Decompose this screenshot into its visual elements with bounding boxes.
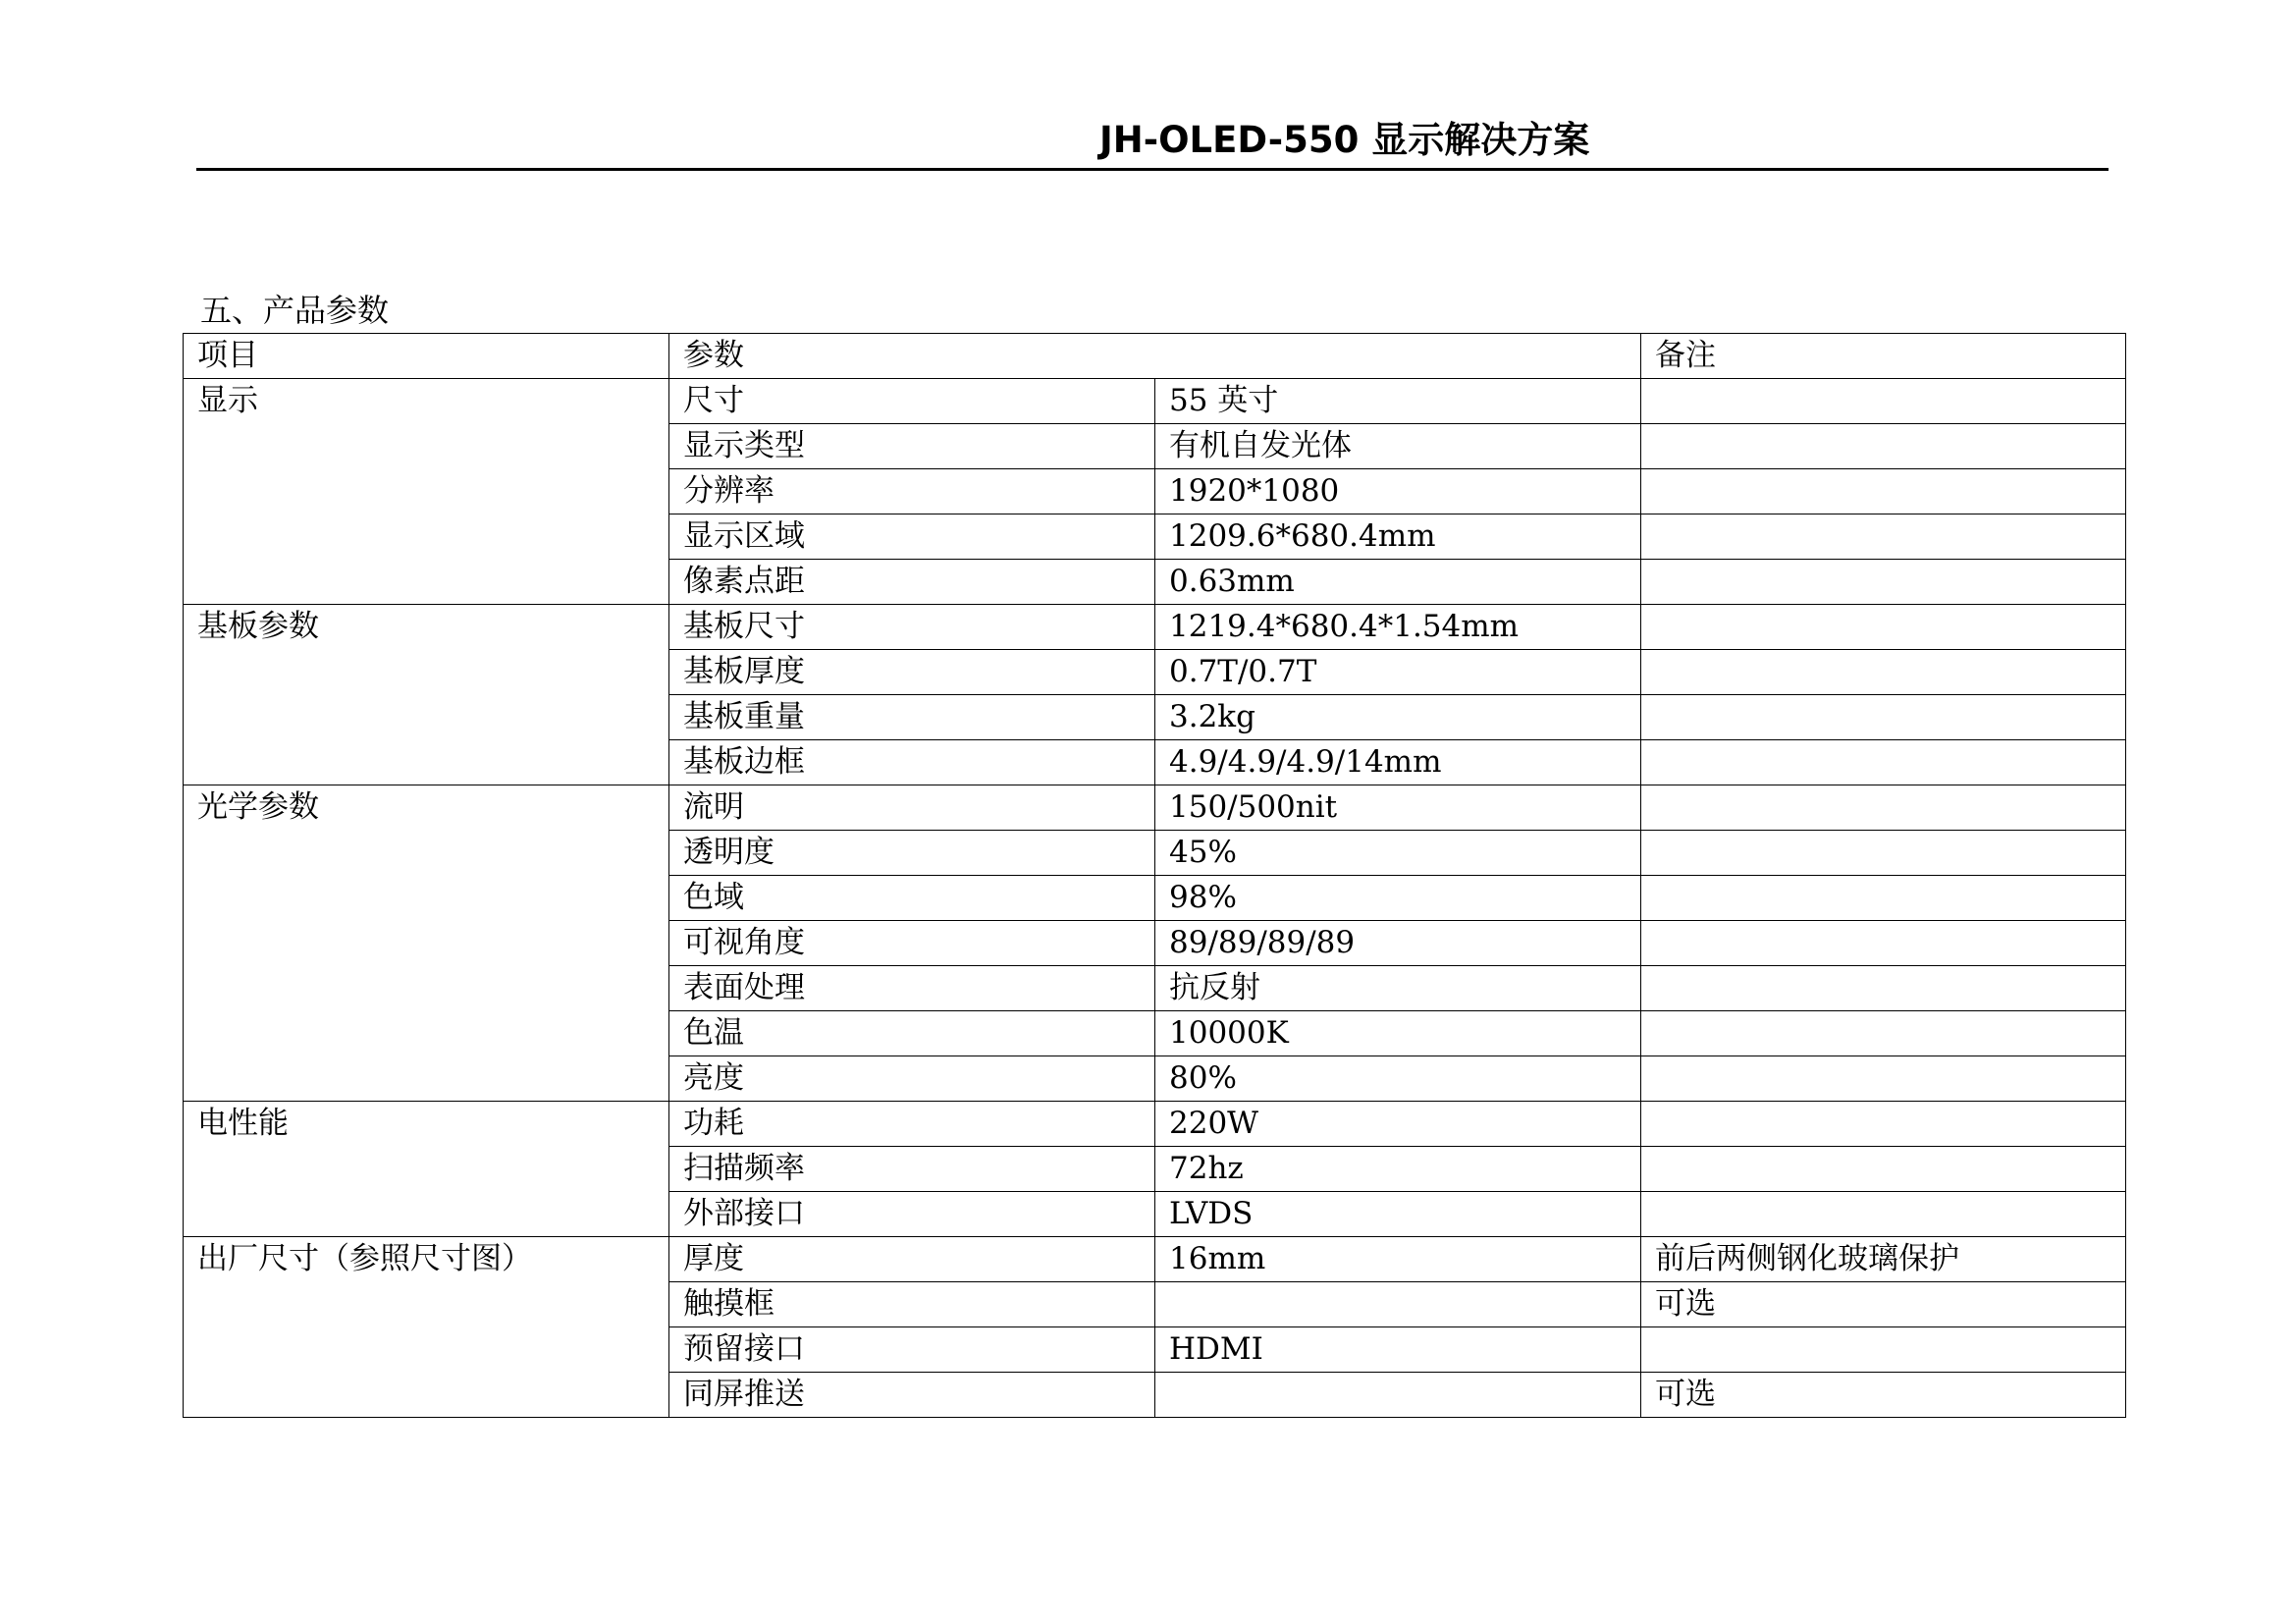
param-value-cell: 55 英寸 bbox=[1155, 379, 1641, 424]
product-parameters-table bbox=[183, 333, 2126, 1418]
param-value-cell: 0.7T/0.7T bbox=[1155, 650, 1641, 695]
param-name-cell: 分辨率 bbox=[669, 469, 1155, 514]
param-name-cell: 功耗 bbox=[669, 1102, 1155, 1147]
note-cell bbox=[1641, 1056, 2126, 1102]
param-value-cell bbox=[1155, 1282, 1641, 1327]
note-cell: 可选 bbox=[1641, 1282, 2126, 1327]
note-cell bbox=[1641, 650, 2126, 695]
note-cell bbox=[1641, 1327, 2126, 1373]
param-name-cell: 基板重量 bbox=[669, 695, 1155, 740]
note-cell bbox=[1641, 1147, 2126, 1192]
table-row bbox=[184, 379, 2126, 424]
param-name-cell: 显示区域 bbox=[669, 514, 1155, 560]
group-name-cell: 光学参数 bbox=[184, 785, 669, 1102]
param-name-cell: 表面处理 bbox=[669, 966, 1155, 1011]
param-name-cell: 基板厚度 bbox=[669, 650, 1155, 695]
note-cell: 前后两侧钢化玻璃保护 bbox=[1641, 1237, 2126, 1282]
param-name-cell: 透明度 bbox=[669, 831, 1155, 876]
param-name-cell: 像素点距 bbox=[669, 560, 1155, 605]
param-name-cell: 显示类型 bbox=[669, 424, 1155, 469]
param-value-cell: 4.9/4.9/4.9/14mm bbox=[1155, 740, 1641, 785]
param-name-cell: 亮度 bbox=[669, 1056, 1155, 1102]
param-value-cell: 10000K bbox=[1155, 1011, 1641, 1056]
param-value-cell: 80% bbox=[1155, 1056, 1641, 1102]
param-value-cell: 有机自发光体 bbox=[1155, 424, 1641, 469]
param-name-cell: 扫描频率 bbox=[669, 1147, 1155, 1192]
param-value-cell: 89/89/89/89 bbox=[1155, 921, 1641, 966]
param-value-cell: 3.2kg bbox=[1155, 695, 1641, 740]
note-cell bbox=[1641, 560, 2126, 605]
note-cell bbox=[1641, 514, 2126, 560]
note-cell bbox=[1641, 1011, 2126, 1056]
param-value-cell: HDMI bbox=[1155, 1327, 1641, 1373]
param-value-cell: 150/500nit bbox=[1155, 785, 1641, 831]
table-row bbox=[184, 605, 2126, 650]
note-cell bbox=[1641, 379, 2126, 424]
param-value-cell: 45% bbox=[1155, 831, 1641, 876]
param-value-cell: 1209.6*680.4mm bbox=[1155, 514, 1641, 560]
note-cell bbox=[1641, 876, 2126, 921]
document-header-title: JH-OLED-550 显示解决方案 bbox=[1099, 119, 1590, 161]
param-name-cell: 尺寸 bbox=[669, 379, 1155, 424]
group-name-cell: 基板参数 bbox=[184, 605, 669, 785]
param-name-cell: 色温 bbox=[669, 1011, 1155, 1056]
group-name-cell: 电性能 bbox=[184, 1102, 669, 1237]
header-cell-note: 备注 bbox=[1641, 334, 2126, 379]
note-cell bbox=[1641, 831, 2126, 876]
param-value-cell: 1920*1080 bbox=[1155, 469, 1641, 514]
param-value-cell: 98% bbox=[1155, 876, 1641, 921]
note-cell bbox=[1641, 740, 2126, 785]
group-name-cell: 出厂尺寸（参照尺寸图） bbox=[184, 1237, 669, 1418]
header-rule bbox=[196, 168, 2109, 171]
param-name-cell: 可视角度 bbox=[669, 921, 1155, 966]
table-row bbox=[184, 1237, 2126, 1282]
note-cell bbox=[1641, 1192, 2126, 1237]
table-row bbox=[184, 785, 2126, 831]
header-cell-param: 参数 bbox=[669, 334, 1641, 379]
param-name-cell: 触摸框 bbox=[669, 1282, 1155, 1327]
param-name-cell: 外部接口 bbox=[669, 1192, 1155, 1237]
note-cell: 可选 bbox=[1641, 1373, 2126, 1418]
param-value-cell bbox=[1155, 1373, 1641, 1418]
note-cell bbox=[1641, 966, 2126, 1011]
param-value-cell: 16mm bbox=[1155, 1237, 1641, 1282]
param-name-cell: 预留接口 bbox=[669, 1327, 1155, 1373]
param-name-cell: 流明 bbox=[669, 785, 1155, 831]
note-cell bbox=[1641, 695, 2126, 740]
param-name-cell: 基板边框 bbox=[669, 740, 1155, 785]
group-name-cell: 显示 bbox=[184, 379, 669, 605]
note-cell bbox=[1641, 424, 2126, 469]
param-value-cell: 72hz bbox=[1155, 1147, 1641, 1192]
table-header-row bbox=[184, 334, 2126, 379]
note-cell bbox=[1641, 469, 2126, 514]
section-heading: 五、产品参数 bbox=[200, 292, 390, 329]
param-name-cell: 色域 bbox=[669, 876, 1155, 921]
param-value-cell: 220W bbox=[1155, 1102, 1641, 1147]
param-name-cell: 同屏推送 bbox=[669, 1373, 1155, 1418]
param-value-cell: 0.63mm bbox=[1155, 560, 1641, 605]
note-cell bbox=[1641, 921, 2126, 966]
param-name-cell: 厚度 bbox=[669, 1237, 1155, 1282]
table-body bbox=[184, 334, 2126, 1418]
param-value-cell: LVDS bbox=[1155, 1192, 1641, 1237]
param-name-cell: 基板尺寸 bbox=[669, 605, 1155, 650]
param-value-cell: 抗反射 bbox=[1155, 966, 1641, 1011]
table-row bbox=[184, 1102, 2126, 1147]
note-cell bbox=[1641, 785, 2126, 831]
param-value-cell: 1219.4*680.4*1.54mm bbox=[1155, 605, 1641, 650]
note-cell bbox=[1641, 605, 2126, 650]
note-cell bbox=[1641, 1102, 2126, 1147]
header-cell-item: 项目 bbox=[184, 334, 669, 379]
